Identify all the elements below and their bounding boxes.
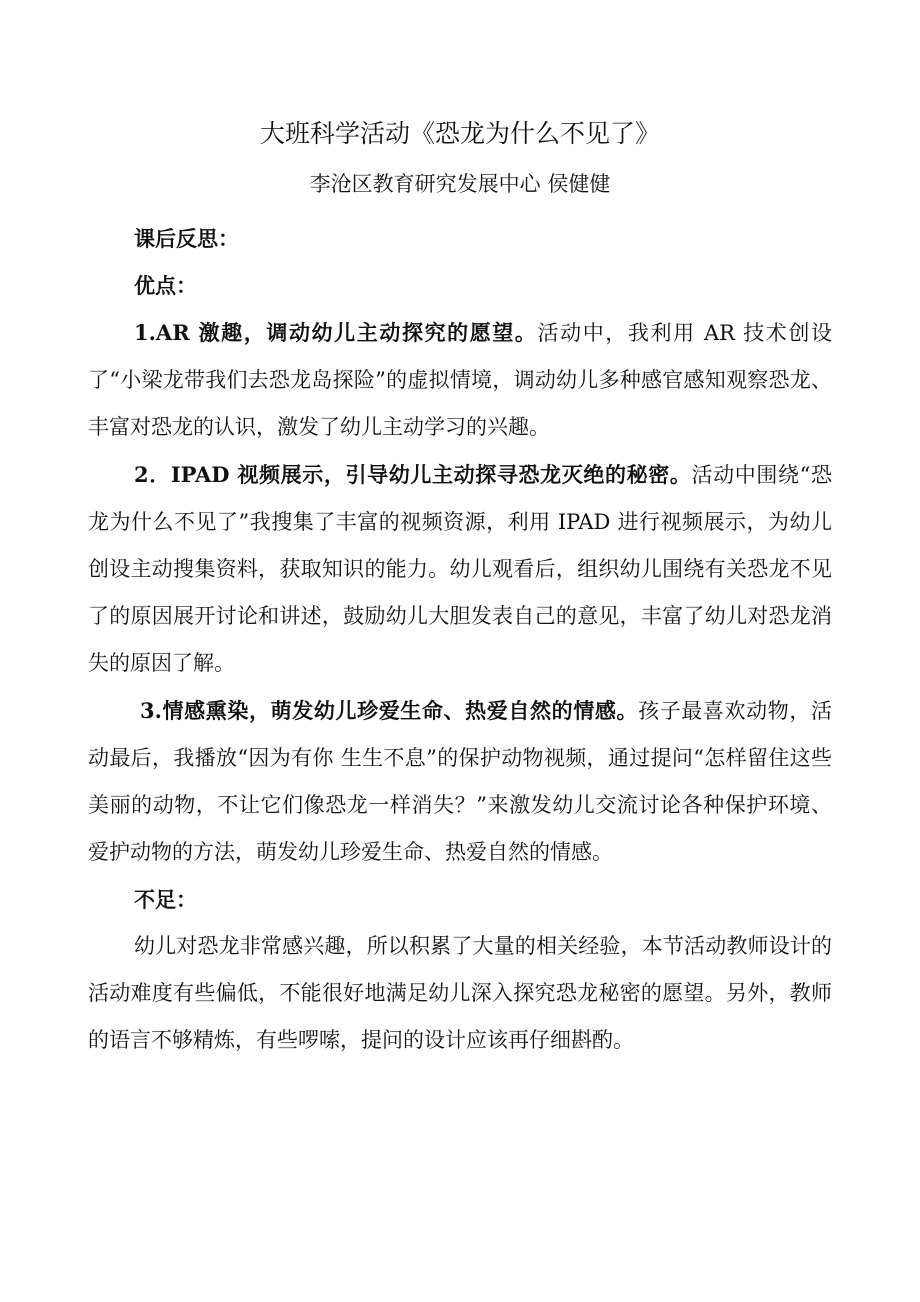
cons-paragraph: 幼儿对恐龙非常感兴趣，所以积累了大量的相关经验，本节活动教师设计的活动难度有些偏低，不能很好地满足幼儿深入探究恐龙秘密的愿望。另外，教师的语言不够精炼，有些啰嗦，提问的设计应该再仔细斟酌。 — [88, 934, 832, 1052]
point-body-3: 孩子最喜欢动物，活动最后，我播放“因为有你 生生不息”的保护动物视频，通过提问“怎样留住这些美丽的动物，不让它们像恐龙一样消失？”来激发幼儿交流讨论各种保护环境、爱护动物的方法，萌发幼儿珍爱生命、热爱自然的情感。 — [88, 699, 833, 864]
point-body-1: 活动中，我利用 AR 技术创设了“小梁龙带我们去恐龙岛探险”的虚拟情境，调动幼儿多种感官感知观察恐龙、丰富对恐龙的认识，激发了幼儿主动学习的兴趣。 — [88, 321, 832, 439]
document-title: 大班科学活动《恐龙为什么不见了》 — [259, 119, 660, 148]
point-body-2: 活动中围绕“恐龙为什么不见了”我搜集了丰富的视频资源，利用 IPAD 进行视频展示，为幼儿创设主动搜集资料，获取知识的能力。幼儿观看后，组织幼儿围绕有关恐龙不见了的原因展开讨论和讲述，鼓励幼儿大胆发表自己的意见，丰富了幼儿对恐龙消失的原因了解。 — [88, 463, 832, 675]
point-heading-2: 2．IPAD 视频展示，引导幼儿主动探寻恐龙灭绝的秘密。 — [134, 462, 692, 487]
section-reflection-heading: 课后反思： — [134, 226, 239, 251]
point-heading-1: 1.AR 激趣，调动幼儿主动探究的愿望。 — [134, 320, 538, 345]
section-pros-heading: 优点： — [134, 273, 197, 298]
document-body — [88, 215, 832, 1064]
section-cons-heading: 不足： — [134, 887, 197, 912]
point-heading-3: 3.情感熏染，萌发幼儿珍爱生命、热爱自然的情感。 — [140, 698, 639, 723]
document-author: 李沧区教育研究发展中心 侯健健 — [309, 172, 611, 196]
point-paragraph-2 — [88, 451, 832, 687]
point-paragraph-1 — [88, 309, 832, 451]
point-paragraph-3 — [88, 687, 832, 876]
